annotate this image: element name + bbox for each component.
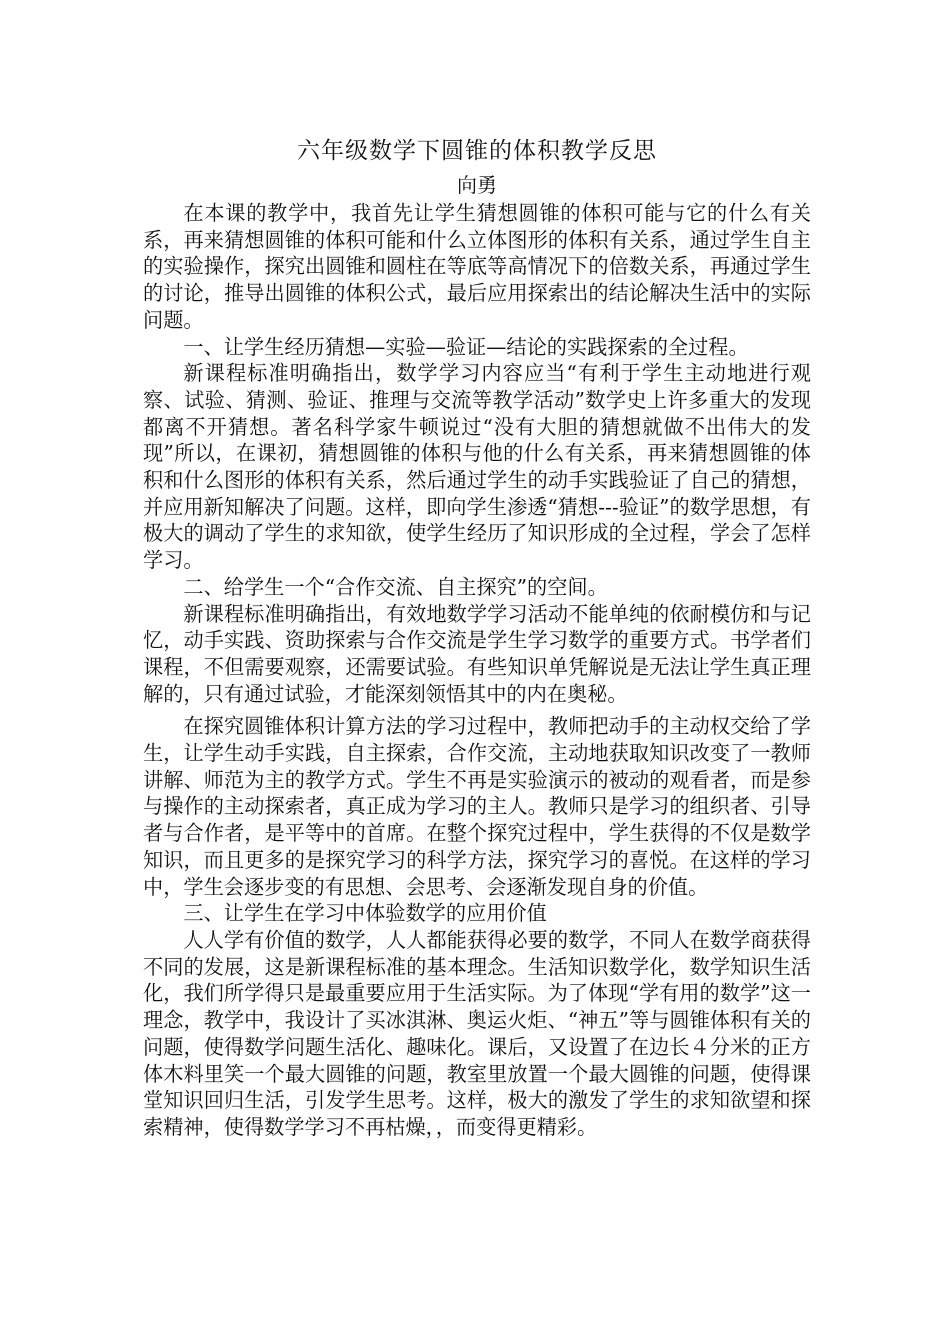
section-heading-3: 三、让学生在学习中体验数学的应用价值	[183, 901, 547, 926]
section-heading-1: 一、让学生经历猜想—实验—验证—结论的实践探索的全过程。	[183, 334, 749, 359]
paragraph-section-2b: 在探究圆锥体积计算方法的学习过程中，教师把动手的主动权交给了学生，让学生动手实践，自主探索，合作交流，主动地获取知识改变了一教师讲解、师范为主的教学方式。学生不再是实验演示的被动的观看者，而是参与操作的主动探索者，真正成为学习的主人。教师只是学习的组织者、引导者与合作者，是平等中的首席。在整个探究过程中，学生获得的不仅是数学知识，而且更多的是探究学习的科学方法，探究学习的喜悦。在这样的学习中，学生会逐步变的有思想、会思考、会逐渐发现自身的价值。	[143, 714, 811, 899]
document-page	[143, 134, 811, 1141]
document-author: 向勇	[457, 173, 497, 197]
paragraph-section-2a: 新课程标准明确指出，有效地数学学习活动不能单纯的依耐模仿和与记忆，动手实践、资助探索与合作交流是学生学习数学的重要方式。书学者们课程，不但需要观察，还需要试验。有些知识单凭解说是无法让学生真正理解的，只有通过试验，才能深刻领悟其中的内在奥秘。	[143, 601, 811, 706]
paragraph-intro: 在本课的教学中，我首先让学生猜想圆锥的体积可能与它的什么有关系，再来猜想圆锥的体积可能和什么立体图形的体积有关系，通过学生自主的实验操作，探究出圆锥和圆柱在等底等高情况下的倍数关系，再通过学生的讨论，推导出圆锥的体积公式，最后应用探索出的结论解决生活中的实际问题。	[143, 201, 811, 332]
section-heading-2: 二、给学生一个“合作交流、自主探究”的空间。	[183, 574, 608, 599]
document-title: 六年级数学下圆锥的体积教学反思	[297, 138, 657, 164]
paragraph-section-1: 新课程标准明确指出，数学学习内容应当“有利于学生主动地进行观察、试验、猜测、验证、推理与交流等教学活动”数学史上许多重大的发现都离不开猜想。著名科学家牛顿说过“没有大胆的猜想就做不出伟大的发现”所以，在课初，猜想圆锥的体积与他的什么有关系，再来猜想圆锥的体积和什么图形的体积有关系，然后通过学生的动手实践验证了自己的猜想，并应用新知解决了问题。这样，即向学生渗透“猜想---验证”的数学思想，有极大的调动了学生的求知欲，使学生经历了知识形成的全过程，学会了怎样学习。	[143, 361, 811, 573]
paragraph-section-3: 人人学有价值的数学，人人都能获得必要的数学，不同人在数学商获得不同的发展，这是新课程标准的基本理念。生活知识数学化，数学知识生活化，我们所学得只是最重要应用于生活实际。为了体现“学有用的数学”这一理念，教学中，我设计了买冰淇淋、奥运火炬、“神五”等与圆锥体积有关的问题，使得数学问题生活化、趣味化。课后，又设置了在边长４分米的正方体木料里笑一个最大圆锥的问题，教室里放置一个最大圆锥的问题，使得课堂知识回归生活，引发学生思考。这样，极大的激发了学生的求知欲望和探索精神，使得数学学习不再枯燥，，而变得更精彩。	[143, 927, 811, 1139]
